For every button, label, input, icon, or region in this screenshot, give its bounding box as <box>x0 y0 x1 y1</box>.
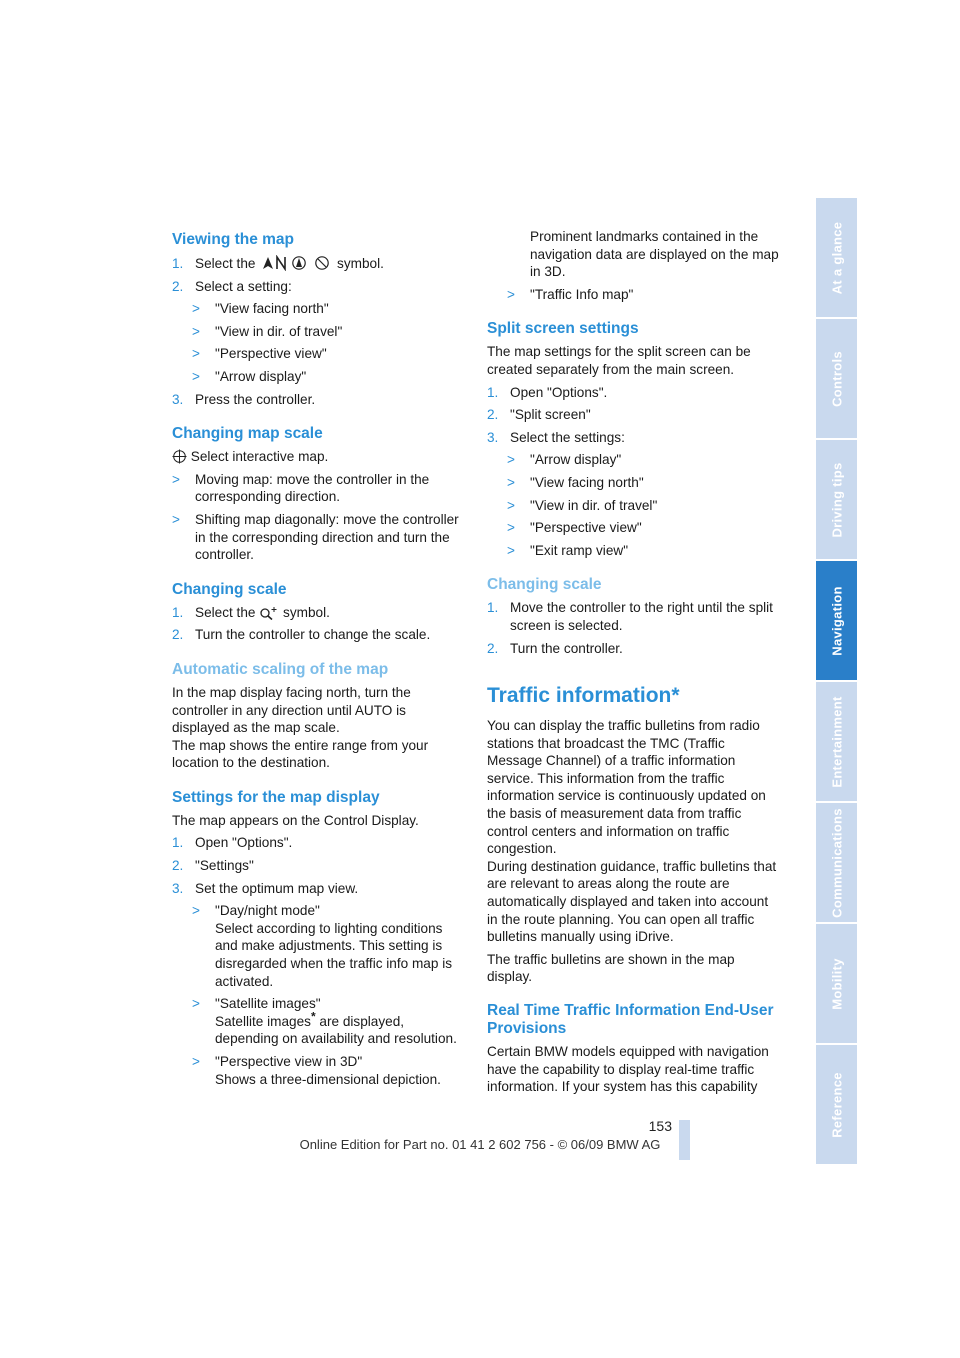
step-1: 1. Select the symbol. <box>172 256 384 271</box>
step-2: 2. Select a setting: <box>172 278 292 294</box>
step-3: 3. Select the settings: <box>487 429 625 445</box>
scale-magnifier-icon <box>259 605 279 620</box>
list-item: > "Arrow display" <box>192 368 307 384</box>
heading-viewing-map: Viewing the map <box>172 231 295 248</box>
list-item: > "Arrow display" <box>507 452 622 468</box>
list-item: > "Perspective view in 3D" Shows a three-dimensional depiction. <box>192 1054 441 1087</box>
tab-driving-tips[interactable]: Driving tips <box>816 440 857 559</box>
paragraph: The map settings for the split screen can be created separately from the main screen. <box>487 344 751 377</box>
heading-real-time-traffic: Real Time Traffic Information End-User Provisions <box>487 1002 774 1037</box>
heading-changing-scale-split: Changing scale <box>487 576 602 594</box>
paragraph: During destination guidance, traffic bulletins that are relevant to areas along the route are automatically displayed and taken into account in the route planning. You can open all traffic bulletins manually using iDrive. <box>487 858 777 945</box>
step-3: 3. Set the optimum map view. <box>172 880 359 896</box>
left-column <box>172 228 464 1088</box>
list-item: > "View facing north" <box>192 301 329 317</box>
list-item: > "Traffic Info map" <box>507 286 634 302</box>
tab-navigation[interactable]: Navigation <box>816 561 857 680</box>
list-item: > "View facing north" <box>507 474 644 490</box>
paragraph: The map appears on the Control Display. <box>172 812 419 828</box>
step-2: 2. "Settings" <box>172 858 254 874</box>
list-item: > "Exit ramp view" <box>507 542 629 558</box>
tab-communications[interactable]: Communications <box>816 803 857 922</box>
crosshair-icon <box>172 449 187 464</box>
footer-edition-note: Online Edition for Part no. 01 41 2 602 756 - © 06/09 BMW AG <box>299 1137 661 1152</box>
paragraph: In the map display facing north, turn the controller in any direction until AUTO is displayed as the map scale. <box>172 684 411 736</box>
paragraph: The traffic bulletins are shown in the map display. <box>487 951 735 985</box>
interactive-map-intro: Select interactive map. <box>172 448 464 466</box>
list-item: > "Satellite images" Satellite images* are displayed, depending on availability and resolution. <box>192 996 457 1047</box>
paragraph: The map shows the entire range from your location to the destination. <box>172 737 429 771</box>
paragraph: You can display the traffic bulletins from radio stations that broadcast the TMC (Traffic Message Channel) of a traffic information service. This information from the traffic information service is continuously updated on the basis of measurement data from traffic control centers and information on traffic congestion. <box>487 718 766 857</box>
step-2: 2. Turn the controller to change the scale. <box>172 627 431 643</box>
tab-mobility[interactable]: Mobility <box>816 924 857 1043</box>
step-2: 2. "Split screen" <box>487 407 591 423</box>
step-1: 1. Open "Options". <box>487 384 608 400</box>
map-orientation-icons <box>259 255 333 271</box>
tab-entertainment[interactable]: Entertainment <box>816 682 857 801</box>
heading-split-screen: Split screen settings <box>487 320 639 338</box>
step-2: 2. Turn the controller. <box>487 640 623 656</box>
page-number: 153 <box>648 1118 672 1134</box>
list-item: > "Day/night mode" Select according to lighting conditions and make adjustments. This setting is disregarded when the traffic info map is activated. <box>192 903 453 989</box>
list-item: > "View in dir. of travel" <box>192 323 343 339</box>
step-1: 1. Select the symbol. <box>172 604 330 620</box>
step-3: 3. Press the controller. <box>172 391 316 407</box>
heading-automatic-scaling: Automatic scaling of the map <box>172 660 389 678</box>
list-item: > Moving map: move the controller in the corresponding direction. <box>172 471 430 505</box>
heading-changing-scale: Changing scale <box>172 580 287 598</box>
heading-settings-map-display: Settings for the map display <box>172 788 380 806</box>
chapter-tabs <box>816 198 857 1160</box>
paragraph: Certain BMW models equipped with navigation have the capability to display real-time traffic information. If your system has this capability <box>487 1044 769 1095</box>
tab-controls[interactable]: Controls <box>816 319 857 438</box>
step-1: 1. Move the controller to the right until the split screen is selected. <box>487 600 773 633</box>
continued-text: Prominent landmarks contained in the navigation data are displayed on the map in 3D. <box>530 229 779 280</box>
tab-at-a-glance[interactable]: At a glance <box>816 198 857 317</box>
tab-reference[interactable]: Reference <box>816 1045 857 1164</box>
heading-changing-map-scale: Changing map scale <box>172 425 323 443</box>
list-item: > "Perspective view" <box>192 346 327 362</box>
heading-traffic-information: Traffic information* <box>487 684 680 708</box>
step-1: 1. Open "Options". <box>172 835 293 851</box>
list-item: > Shifting map diagonally: move the controller in the corresponding direction and turn the controller. <box>172 511 459 563</box>
list-item: > "View in dir. of travel" <box>507 497 658 513</box>
list-item: > "Perspective view" <box>507 520 642 536</box>
right-column <box>487 228 779 1096</box>
